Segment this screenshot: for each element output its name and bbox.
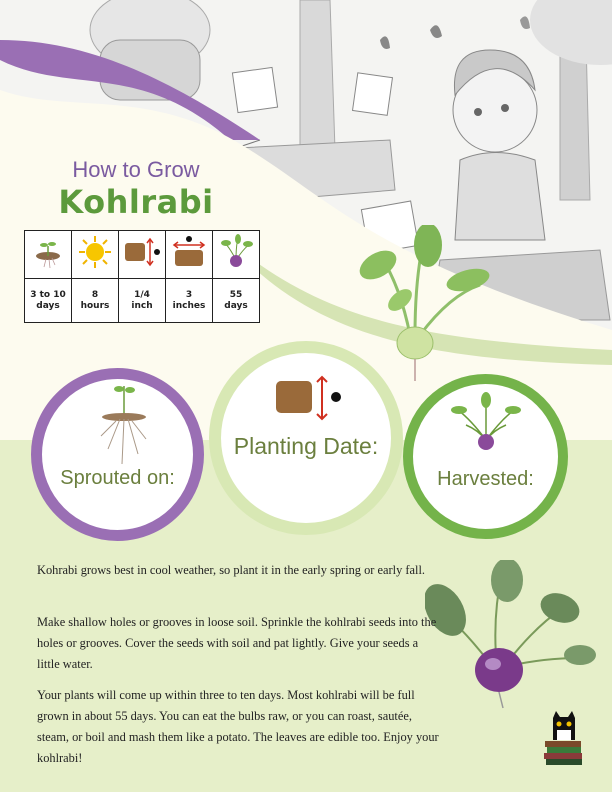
- paragraph-planting: Make shallow holes or grooves in loose soil. Sprinkle the kohlrabi seeds into the holes or grooves. Cover the seeds with soil and pat lightly. Give your seeds a little water.: [37, 615, 437, 671]
- sprout-icon: [25, 231, 72, 279]
- harvested-circle: [403, 374, 568, 539]
- paragraph-harvest: Your plants will come up within three to ten days. Most kohlrabi will be full grown in about 55 days. You can eat the bulbs raw, or you can roast, sautée, steam, or boil and mash them like a potato. The leaves are edible too. Enjoy your kohlrabi!: [37, 688, 439, 765]
- seed-depth-large-icon: [270, 375, 350, 421]
- seed-depth-icon: [119, 231, 166, 279]
- kohlrabi-plant-illustration: [350, 225, 490, 385]
- depth-value: 1/4 inch: [119, 279, 166, 323]
- harvested-kohlrabi-icon: [451, 392, 521, 452]
- page-subtitle: How to Grow: [72, 157, 200, 182]
- purple-kohlrabi-illustration: [425, 560, 600, 710]
- paragraph-weather: Kohrabi grows best in cool weather, so plant it in the early spring or early fall.: [37, 563, 425, 577]
- cat-on-books-logo: [541, 710, 586, 770]
- planting-date-label: Planting Date:: [233, 433, 379, 459]
- spacing-value: 3 inches: [166, 279, 213, 323]
- icon-row: [25, 231, 260, 279]
- sprouted-label: Sprouted on:: [60, 467, 175, 489]
- harvested-label: Harvested:: [437, 468, 534, 490]
- germination-value: 3 to 10 days: [25, 279, 72, 323]
- harvest-value: 55 days: [213, 279, 260, 323]
- sunlight-value: 8 hours: [72, 279, 119, 323]
- sun-icon: [72, 231, 119, 279]
- page-title: Kohlrabi: [58, 183, 214, 221]
- grow-info-table: [24, 230, 260, 323]
- value-row: [25, 279, 260, 323]
- sprout-roots-icon: [94, 381, 154, 471]
- sprouted-circle: [31, 368, 204, 541]
- planting-circle: [209, 341, 403, 535]
- kohlrabi-icon: [213, 231, 260, 279]
- seed-spacing-icon: [166, 231, 213, 279]
